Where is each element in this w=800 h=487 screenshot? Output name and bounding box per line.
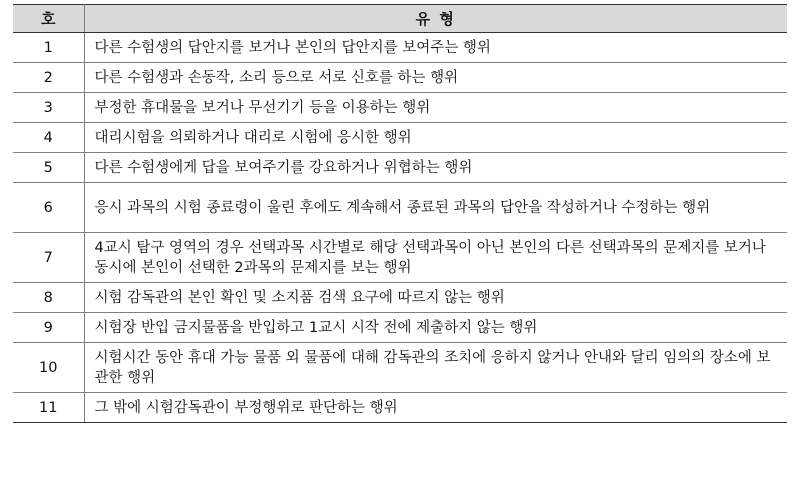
table-row [13, 183, 787, 233]
row-number: 7 [13, 233, 84, 283]
violation-table-container [13, 4, 787, 423]
row-description: 다른 수험생에게 답을 보여주기를 강요하거나 위협하는 행위 [84, 153, 787, 183]
row-number: 6 [13, 183, 84, 233]
violation-table [13, 4, 787, 423]
row-number: 1 [13, 33, 84, 63]
row-description: 대리시험을 의뢰하거나 대리로 시험에 응시한 행위 [84, 123, 787, 153]
table-row [13, 93, 787, 123]
row-number: 4 [13, 123, 84, 153]
row-description: 다른 수험생과 손동작, 소리 등으로 서로 신호를 하는 행위 [84, 63, 787, 93]
table-row [13, 63, 787, 93]
row-number: 3 [13, 93, 84, 123]
row-number: 2 [13, 63, 84, 93]
row-number: 5 [13, 153, 84, 183]
table-row [13, 393, 787, 423]
table-row [13, 343, 787, 393]
row-number: 11 [13, 393, 84, 423]
row-description: 다른 수험생의 답안지를 보거나 본인의 답안지를 보여주는 행위 [84, 33, 787, 63]
table-header-row [13, 5, 787, 33]
table-row [13, 153, 787, 183]
row-description: 부정한 휴대물을 보거나 무선기기 등을 이용하는 행위 [84, 93, 787, 123]
header-number: 호 [13, 5, 84, 33]
row-description: 응시 과목의 시험 종료령이 울린 후에도 계속해서 종료된 과목의 답안을 작성하거나 수정하는 행위 [84, 183, 787, 233]
table-row [13, 123, 787, 153]
row-number: 10 [13, 343, 84, 393]
row-description: 그 밖에 시험감독관이 부정행위로 판단하는 행위 [84, 393, 787, 423]
header-type: 유 형 [84, 5, 787, 33]
table-row [13, 33, 787, 63]
row-description: 시험 감독관의 본인 확인 및 소지품 검색 요구에 따르지 않는 행위 [84, 283, 787, 313]
table-row [13, 313, 787, 343]
row-description: 시험장 반입 금지물품을 반입하고 1교시 시작 전에 제출하지 않는 행위 [84, 313, 787, 343]
row-description: 4교시 탐구 영역의 경우 선택과목 시간별로 해당 선택과목이 아닌 본인의 다른 선택과목의 문제지를 보거나 동시에 본인이 선택한 2과목의 문제지를 보는 행위 [84, 233, 787, 283]
row-description: 시험시간 동안 휴대 가능 물품 외 물품에 대해 감독관의 조치에 응하지 않거나 안내와 달리 임의의 장소에 보관한 행위 [84, 343, 787, 393]
table-row [13, 283, 787, 313]
row-number: 8 [13, 283, 84, 313]
table-row [13, 233, 787, 283]
row-number: 9 [13, 313, 84, 343]
